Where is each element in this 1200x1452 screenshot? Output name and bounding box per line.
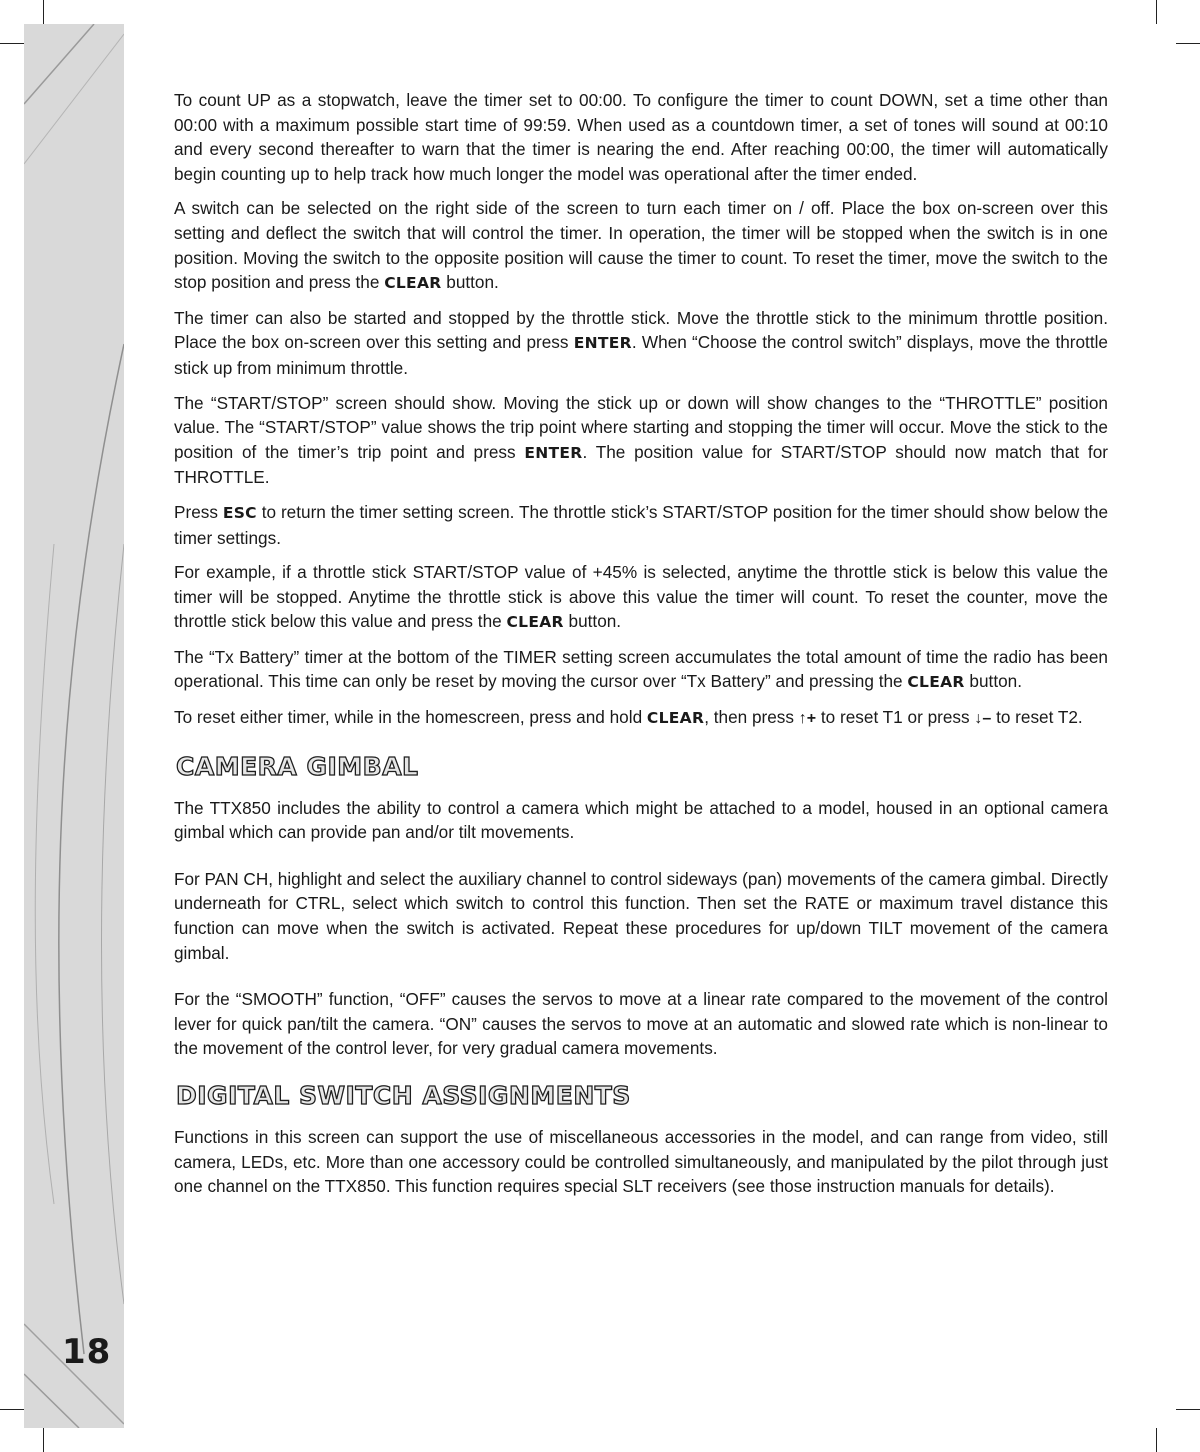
crop-mark [1176,43,1200,44]
page-number: 18 [62,1332,112,1372]
paragraph: The timer can also be started and stopped by the throttle stick. Move the throttle stick to the minimum throttle position. Place the box on-screen over this setting and press ENTER. When “Choose the control switch” displays, move the throttle stick up from minimum throttle. [174,307,1108,378]
paragraph: For PAN CH, highlight and select the auxiliary channel to control sideways (pan) movements of the camera gimbal. Directly underneath for CTRL, select which switch to control this function. Then set the RATE or maximum travel distance this function can move when the switch is activated. Repeat these procedures for up/down TILT movement of the camera gimbal. [174,868,1108,963]
paragraph: For example, if a throttle stick START/STOP value of +45% is selected, anytime the throttle stick is below this value the timer will be stopped. Anytime the throttle stick is above this value the timer will count. To reset the counter, move the throttle stick below this value and press the CLEAR button. [174,562,1108,632]
enter-key-label: ENTER [524,443,583,462]
crop-mark [43,0,44,24]
clear-key-label: CLEAR [646,709,705,728]
paragraph: For the “SMOOTH” function, “OFF” causes the servos to move at a linear rate compared to the movement of the control lever for quick pan/tilt the camera. “ON” causes the servos to move at an automatic and slowed rate which is non-linear to the movement of the control lever, for very gradual camera movements. [174,989,1108,1059]
section-heading-camera-gimbal: CAMERA GIMBAL [176,751,419,781]
clear-key-label: CLEAR [506,613,564,632]
paragraph: The “START/STOP” screen should show. Moving the stick up or down will show changes to the “THROTTLE” position value. The “START/STOP” value shows the trip point where starting and stopping the timer will occur. Move the stick to the position of the timer’s trip point and press ENTER. The position value for START/STOP should now match that for THROTTLE. [174,392,1108,488]
crop-mark [43,1428,44,1452]
page-content [174,88,1108,1209]
paragraph: Functions in this screen can support the use of miscellaneous accessories in the model, and can range from video, still camera, LEDs, etc. More than one accessory could be controlled simultaneously, and manipulated by the pilot through just one channel on the TTX850. This function requires special SLT receivers (see those instruction manuals for details). [174,1127,1108,1197]
crop-mark [1156,1428,1157,1452]
esc-key-label: ESC [222,503,257,522]
paragraph: To count UP as a stopwatch, leave the timer set to 00:00. To configure the timer to count DOWN, set a time other than 00:00 with a maximum possible start time of 99:59. When used as a countdown timer, a set of tones will sound at 00:10 and every second thereafter to warn that the timer is nearing the end. After reaching 00:00, the timer will automatically begin counting up to help track how much longer the model was operational after the timer ended. [174,90,1108,184]
enter-key-label: ENTER [573,334,632,353]
crop-mark [0,1409,24,1410]
paragraph: The TTX850 includes the ability to control a camera which might be attached to a model, housed in an optional camera gimbal which can provide pan and/or tilt movements. [174,797,1108,843]
paragraph: Press ESC to return the timer setting screen. The throttle stick’s START/STOP position for the timer should show below the timer settings. [174,501,1108,548]
crop-mark [1156,0,1157,24]
clear-key-label: CLEAR [907,673,965,692]
up-plus-icon: ↑+ [798,710,817,728]
paragraph: To reset either timer, while in the homescreen, press and hold CLEAR, then press ↑+ to reset T1 or press ↓– to reset T2. [174,705,1108,732]
paragraph: The “Tx Battery” timer at the bottom of the TIMER setting screen accumulates the total amount of time the radio has been operational. This time can only be reset by moving the cursor over “Tx Battery” and pressing the CLEAR button. [174,646,1108,692]
decorative-curves [24,24,124,1428]
down-minus-icon: ↓– [974,710,992,728]
crop-mark [1176,1409,1200,1410]
section-heading-digital-switch: DIGITAL SWITCH ASSIGNMENTS [176,1081,631,1110]
paragraph: A switch can be selected on the right side of the screen to turn each timer on / off. Place the box on-screen over this setting and deflect the switch that will control the timer. In operation, the timer will be stopped when the switch is in one position. Moving the switch to the opposite position will cause the timer to count. To reset the timer, move the switch to the stop position and press the CLEAR button. [174,198,1108,293]
sidebar-decoration [24,24,124,1428]
clear-key-label: CLEAR [384,274,442,293]
crop-mark [0,43,24,44]
